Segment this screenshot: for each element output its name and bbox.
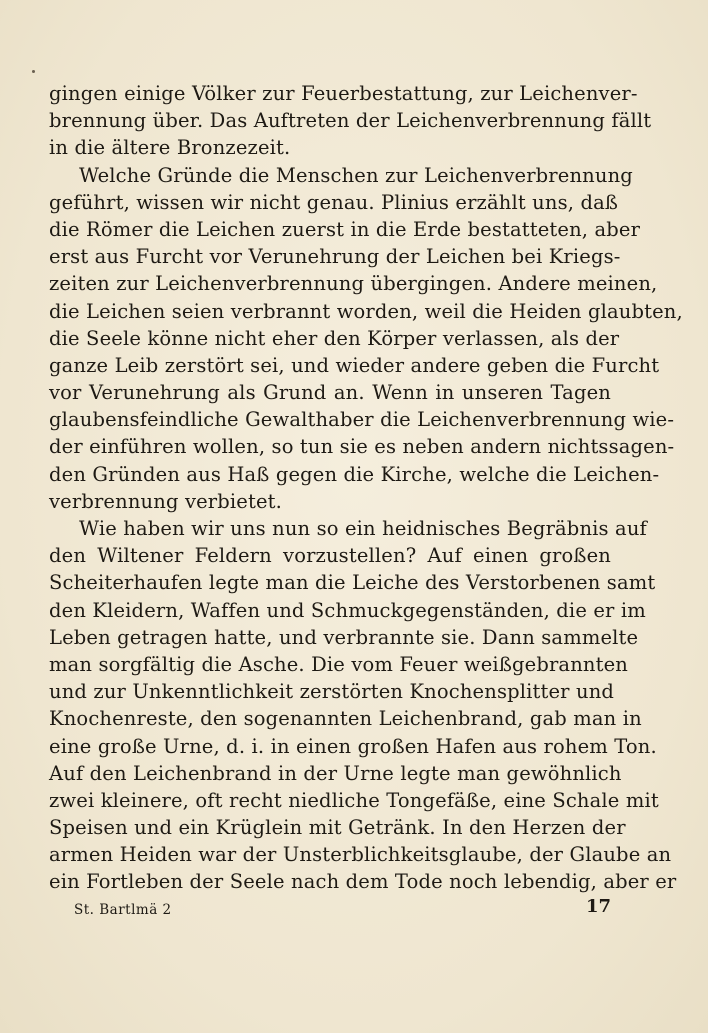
text-line: den Gründen aus Haß gegen die Kirche, welche die Leichen- — [49, 462, 660, 486]
text-line: den Wiltener Feldern vorzustellen? Auf einen großen — [49, 544, 611, 568]
text-line: den Kleidern, Waffen und Schmuckgegenständen, die er im — [49, 598, 646, 622]
text-line: Leben getragen hatte, und verbrannte sie. Dann sammelte — [49, 625, 639, 649]
text-line: zwei kleinere, oft recht niedliche Tongefäße, eine Schale mit — [49, 788, 659, 812]
text-line: zeiten zur Leichenverbrennung übergingen. Andere meinen, — [49, 272, 658, 296]
text-line: Speisen und ein Krüglein mit Getränk. In den Herzen der — [49, 816, 626, 840]
text-line: die Seele könne nicht eher den Körper verlassen, als der — [49, 326, 620, 350]
text-line: Welche Gründe die Menschen zur Leichenverbrennung — [79, 163, 633, 187]
text-line: der einführen wollen, so tun sie es neben andern nichtssagen- — [49, 435, 675, 459]
text-line: und zur Unkenntlichkeit zerstörten Knochensplitter und — [49, 680, 615, 704]
text-line: eine große Urne, d. i. in einen großen Hafen aus rohem Ton. — [49, 734, 657, 758]
body-text — [49, 80, 683, 896]
text-line: die Römer die Leichen zuerst in die Erde bestatteten, aber — [49, 217, 641, 241]
page-footer — [74, 896, 611, 924]
printer-signature: St. Bartlmä 2 — [74, 902, 172, 918]
text-line: Knochenreste, den sogenannten Leichenbrand, gab man in — [49, 707, 642, 731]
text-line: verbrennung verbietet. — [49, 489, 282, 513]
text-line: brennung über. Das Auftreten der Leichenverbrennung fällt — [49, 109, 652, 133]
text-line: armen Heiden war der Unsterblichkeitsglaube, der Glaube an — [49, 843, 672, 867]
text-line: Wie haben wir uns nun so ein heidnisches Begräbnis auf — [79, 517, 647, 540]
margin-mark — [32, 70, 35, 73]
text-line: vor Verunehrung als Grund an. Wenn in unseren Tagen — [49, 381, 611, 405]
text-line: ganze Leib zerstört sei, und wieder andere geben die Furcht — [49, 353, 660, 377]
text-line: man sorgfältig die Asche. Die vom Feuer weißgebrannten — [49, 652, 628, 676]
text-line: glaubensfeindliche Gewalthaber die Leichenverbrennung wie- — [49, 408, 675, 432]
text-line: geführt, wissen wir nicht genau. Plinius erzählt uns, daß — [49, 190, 619, 214]
text-line: gingen einige Völker zur Feuerbestattung, zur Leichenver- — [49, 82, 638, 105]
text-line: die Leichen seien verbrannt worden, weil die Heiden glaubten, — [49, 299, 683, 323]
text-line: Scheiterhaufen legte man die Leiche des Verstorbenen samt — [49, 571, 656, 595]
page-number: 17 — [585, 896, 611, 917]
text-line: in die ältere Bronzezeit. — [49, 136, 291, 160]
text-line: Auf den Leichenbrand in der Urne legte man gewöhnlich — [49, 761, 622, 785]
text-line: erst aus Furcht vor Verunehrung der Leichen bei Kriegs- — [49, 245, 621, 269]
text-line: ein Fortleben der Seele nach dem Tode noch lebendig, aber er — [49, 870, 677, 894]
